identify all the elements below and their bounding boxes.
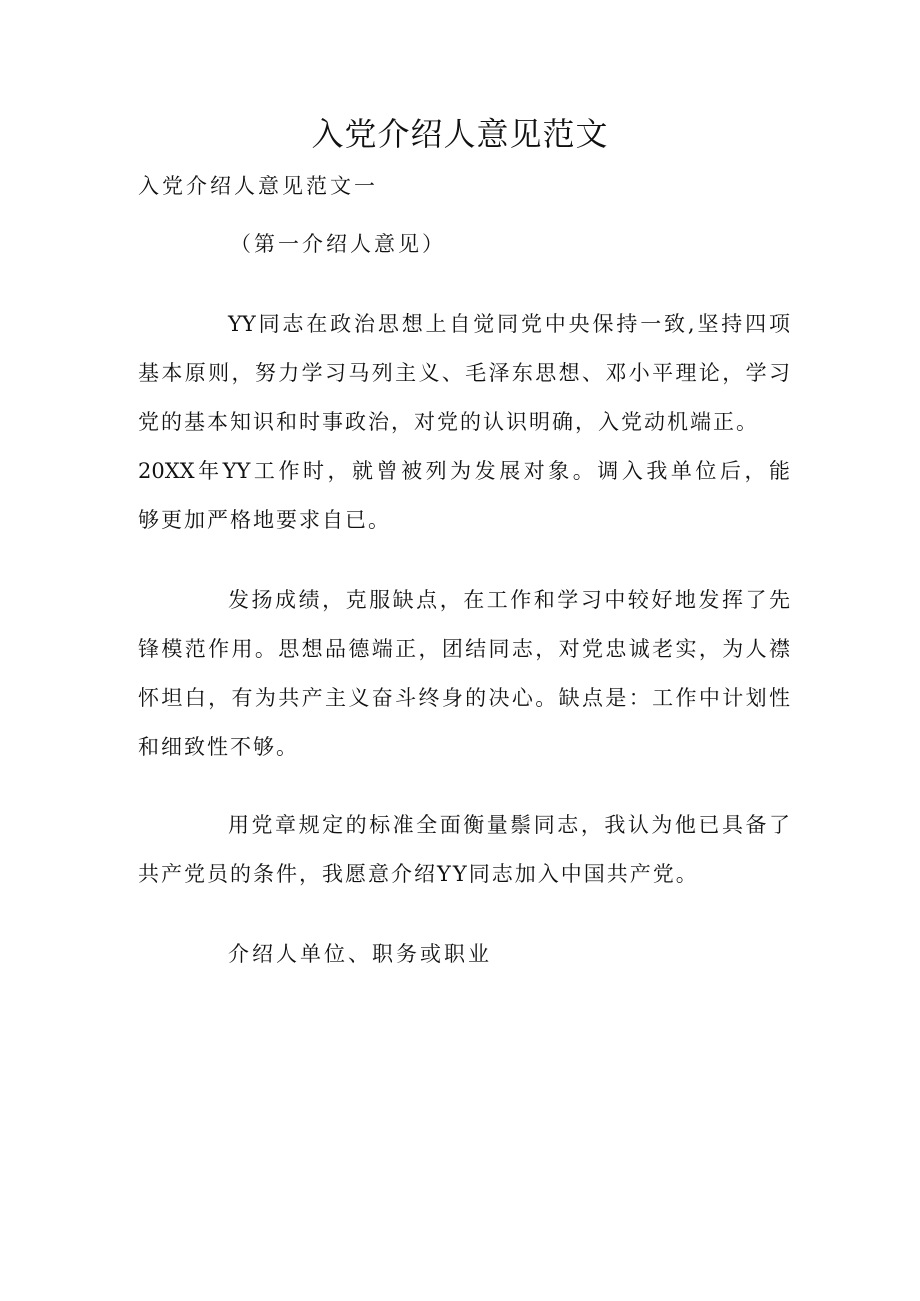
paragraph-line: 党的基本知识和时事政治，对党的认识明确，入党动机端正。 (138, 410, 759, 434)
paragraph-line: YY同志在政治思想上自觉同党中央保持一致,坚持四项 (228, 312, 790, 336)
paragraph-line: 发扬成绩，克服缺点，在工作和学习中较好地发挥了先 (228, 588, 790, 612)
paragraph-line: 怀坦白，有为共产主义奋斗终身的决心。缺点是：工作中计划性 (138, 686, 790, 710)
paragraph-line: 用党章规定的标准全面衡量鬃同志，我认为他已具备了 (228, 813, 790, 837)
document-subtitle: 入党介绍人意见范文一 (138, 174, 378, 198)
signature-label: 介绍人单位、职务或职业 (228, 942, 492, 966)
paragraph-1 (138, 300, 790, 545)
paragraph-line: 20XX年YY工作时，就曾被列为发展对象。调入我单位后，能 (138, 459, 790, 483)
paragraph-line: 够更加严格地要求自已。 (138, 508, 391, 532)
paragraph-line: 共产党员的条件，我愿意介绍YY同志加入中国共产党。 (138, 862, 699, 886)
paragraph-line: 和细致性不够。 (138, 735, 299, 759)
section-label: （第一介绍人意见） (230, 232, 446, 256)
paragraph-line: 锋模范作用。思想品德端正，团结同志，对党忠诚老实，为人襟 (138, 637, 790, 661)
paragraph-3 (138, 801, 790, 899)
document-title: 入党介绍人意见范文 (311, 115, 609, 153)
paragraph-2 (138, 576, 790, 772)
paragraph-line: 基本原则，努力学习马列主义、毛泽东思想、邓小平理论，学习 (138, 361, 790, 385)
